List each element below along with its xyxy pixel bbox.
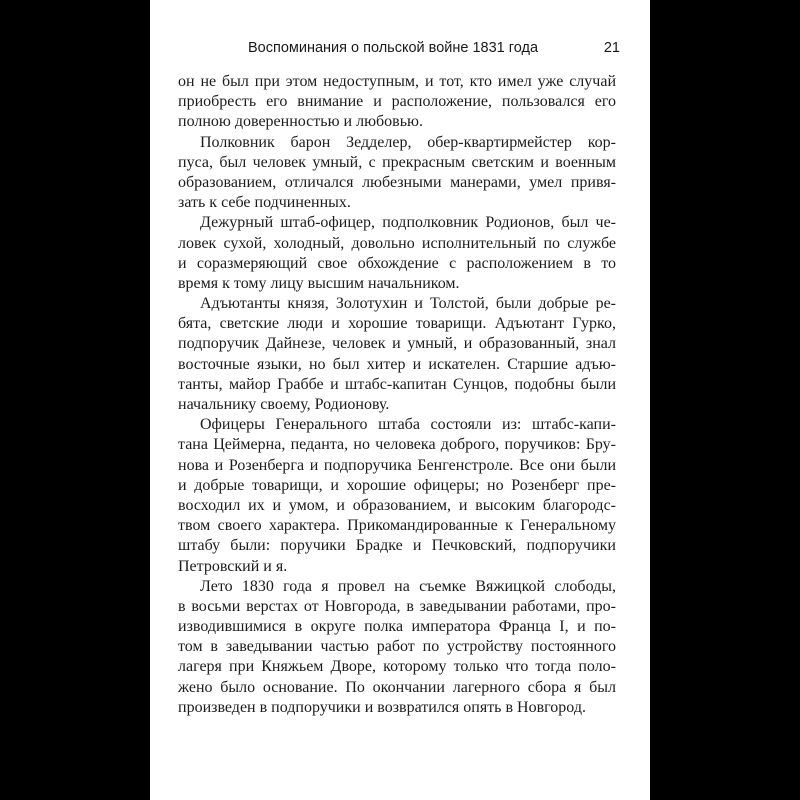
text-line: и соразмеряющий свое обхождение с расположением в то	[178, 254, 616, 272]
text-line: подпоручик Дайнезе, человек и умный, и образованный, знал	[178, 335, 616, 353]
book-page	[150, 0, 650, 800]
text-line: пуса, был человек умный, с прекрасным светским и военным	[178, 153, 616, 171]
paragraph	[178, 577, 616, 718]
text-line: образованием, отличался любезными манерами, умел привя-	[178, 173, 616, 191]
paragraph	[178, 133, 616, 214]
paragraph	[178, 415, 616, 577]
paragraph	[178, 213, 616, 294]
text-line: том в заведывании частью работ по устройству постоянного	[178, 638, 616, 656]
text-line: восходил их и умом, и образованием, и высоким благородс-	[178, 496, 616, 514]
text-line: штабу были: поручики Брадке и Печковский, подпоручики	[178, 537, 616, 555]
text-line: Дежурный штаб-офицер, подполковник Родионов, был че-	[200, 214, 616, 232]
text-line: полною доверенностью и любовью.	[178, 113, 423, 131]
text-line: восточные языки, но был хитер и искателен. Старшие адъю-	[178, 355, 616, 373]
text-line: Офицеры Генерального штаба состояли из: штабс-капи-	[200, 416, 616, 434]
text-line: ловек сухой, холодный, довольно исполнительный по службе	[178, 234, 616, 252]
text-line: жено было основание. По окончании лагерного сбора я был	[178, 678, 616, 696]
text-line: время к тому лицу высшим начальником.	[178, 274, 460, 292]
text-line: Петровский и я.	[178, 557, 288, 575]
running-header	[180, 40, 620, 60]
body-text	[178, 72, 616, 718]
text-line: Адъютанты князя, Золотухин и Толстой, были добрые ре-	[200, 295, 616, 313]
running-title: Воспоминания о польской войне 1831 года	[248, 40, 539, 56]
text-line: начальнику своему, Родионову.	[178, 396, 390, 413]
paragraph	[178, 294, 616, 415]
text-line: зать к себе подчиненных.	[178, 194, 351, 212]
page-number: 21	[603, 40, 620, 56]
text-line: в восьми верстах от Новгорода, в заведывании работами, про-	[178, 597, 616, 615]
text-line: Лето 1830 года я провел на съемке Вяжицкой слободы,	[200, 577, 616, 595]
text-line: тана Цеймерна, педанта, но человека доброго, поручиков: Бру-	[178, 436, 616, 454]
text-line: он не был при этом недоступным, и тот, кто имел уже случай	[178, 73, 616, 90]
text-line: Полковник барон Зедделер, обер-квартирмейстер кор-	[200, 133, 616, 151]
text-line: приобресть его внимание и расположение, пользовался его	[178, 93, 616, 111]
text-line: танты, майор Граббе и штабс-капитан Сунцов, подобны были	[178, 375, 616, 393]
paragraph	[178, 72, 616, 133]
text-line: изводившимися в округе полка императора Франца I, и по-	[178, 618, 616, 636]
text-line: произведен в подпоручики и возвратился опять в Новгород.	[178, 698, 586, 716]
text-line: лагеря при Княжьем Дворе, которому только что тогда поло-	[178, 658, 616, 676]
text-line: и добрые товарищи, и хорошие офицеры; но Розенберг пре-	[178, 476, 616, 494]
text-line: бята, светские люди и хорошие товарищи. Адъютант Гурко,	[178, 315, 616, 333]
text-line: твом своего характера. Прикомандированные к Генеральному	[178, 517, 616, 535]
text-line: нова и Розенберга и подпоручика Бенгенстроле. Все они были	[178, 456, 616, 474]
